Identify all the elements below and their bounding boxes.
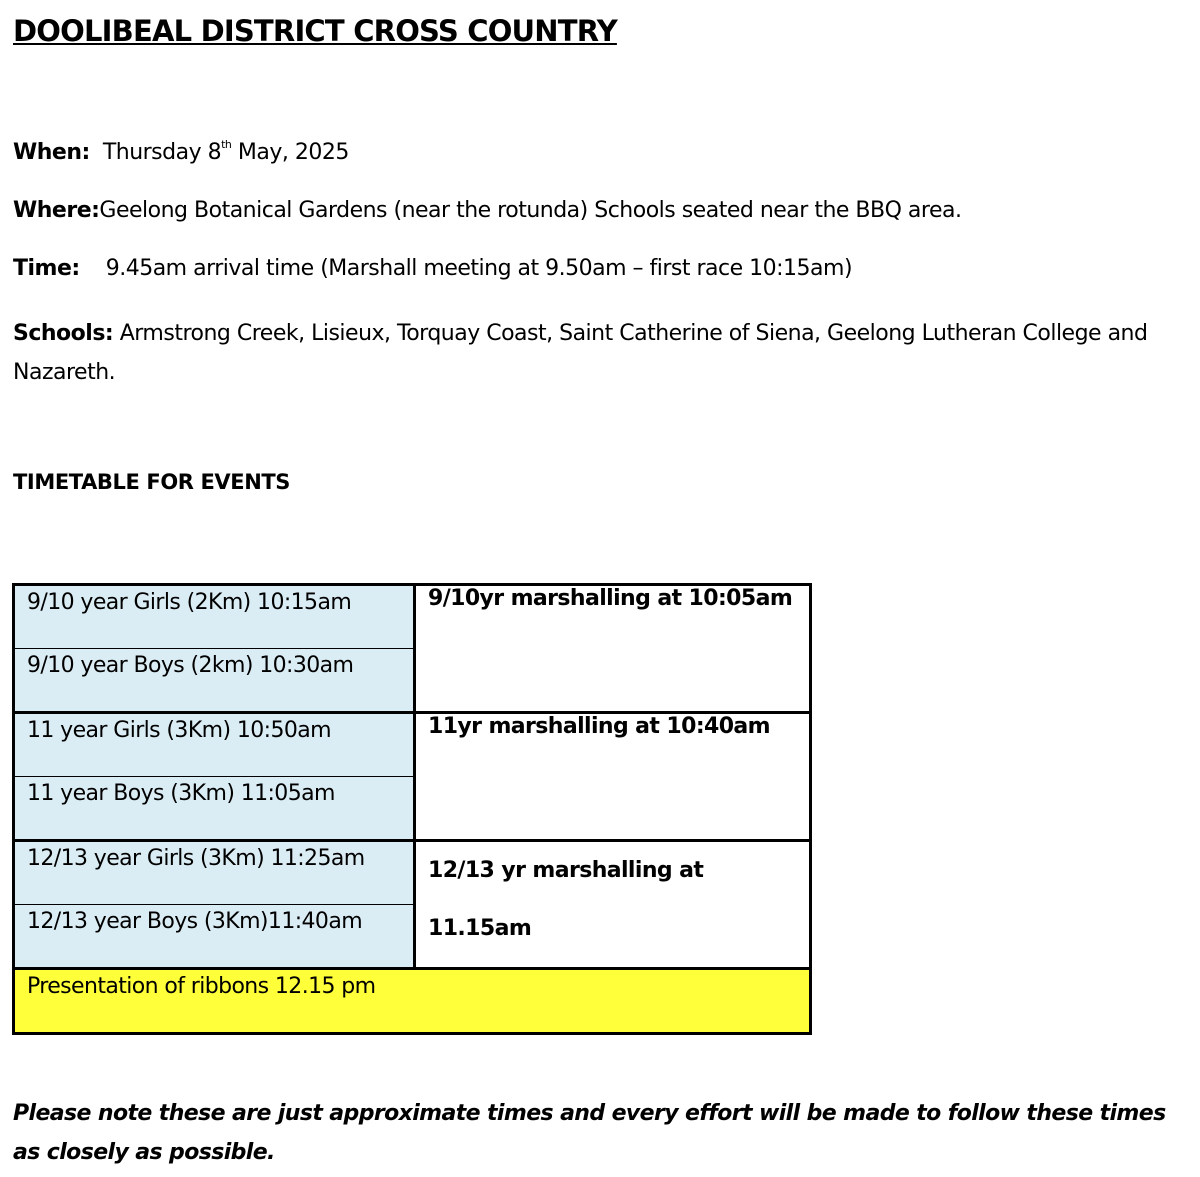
event-cell: 11 year Boys (3Km) 11:05am [14,777,415,841]
event-cell: 12/13 year Boys (3Km)11:40am [14,905,415,969]
event-cell: 11 year Girls (3Km) 10:50am [14,713,415,777]
marshalling-cell: 11yr marshalling at 10:40am [415,713,811,841]
table-row [14,713,811,777]
when-value: Thursday 8th May, 2025 [102,138,349,165]
schools-value: Armstrong Creek, Lisieux, Torquay Coast, Saint Catherine of Siena, Geelong Lutheran College and Nazareth. [13,321,1148,385]
where-value: Geelong Botanical Gardens (near the rotunda) Schools seated near the BBQ area. [99,198,962,223]
where-line [13,198,961,223]
approximate-times-note: Please note these are just approximate times and every effort will be made to follow these times as closely as possible. [13,1101,1166,1165]
time-line [13,256,852,281]
schools-line [13,314,1198,392]
schools-label: Schools: [13,321,114,346]
table-row [14,969,811,1034]
presentation-cell: Presentation of ribbons 12.15 pm [14,969,811,1034]
time-label: Time: [13,256,80,281]
table-row [14,585,811,649]
marshalling-line: 12/13 yr marshalling at [428,858,704,883]
event-cell: 9/10 year Girls (2Km) 10:15am [14,585,415,649]
timetable-table [12,583,812,1035]
event-cell: 9/10 year Boys (2km) 10:30am [14,649,415,713]
when-line [13,140,349,165]
marshalling-line: 11.15am [428,916,532,941]
where-label: Where: [13,198,100,223]
date-ordinal-suffix: th [221,138,232,151]
event-cell: 12/13 year Girls (3Km) 11:25am [14,841,415,905]
when-label: When: [13,140,90,165]
time-value: 9.45am arrival time (Marshall meeting at 9.50am – first race 10:15am) [105,256,853,281]
marshalling-cell [415,841,811,969]
marshalling-cell: 9/10yr marshalling at 10:05am [415,585,811,713]
timetable-heading: TIMETABLE FOR EVENTS [13,470,291,494]
table-row [14,841,811,905]
document-title: DOOLIBEAL DISTRICT CROSS COUNTRY [13,14,617,48]
